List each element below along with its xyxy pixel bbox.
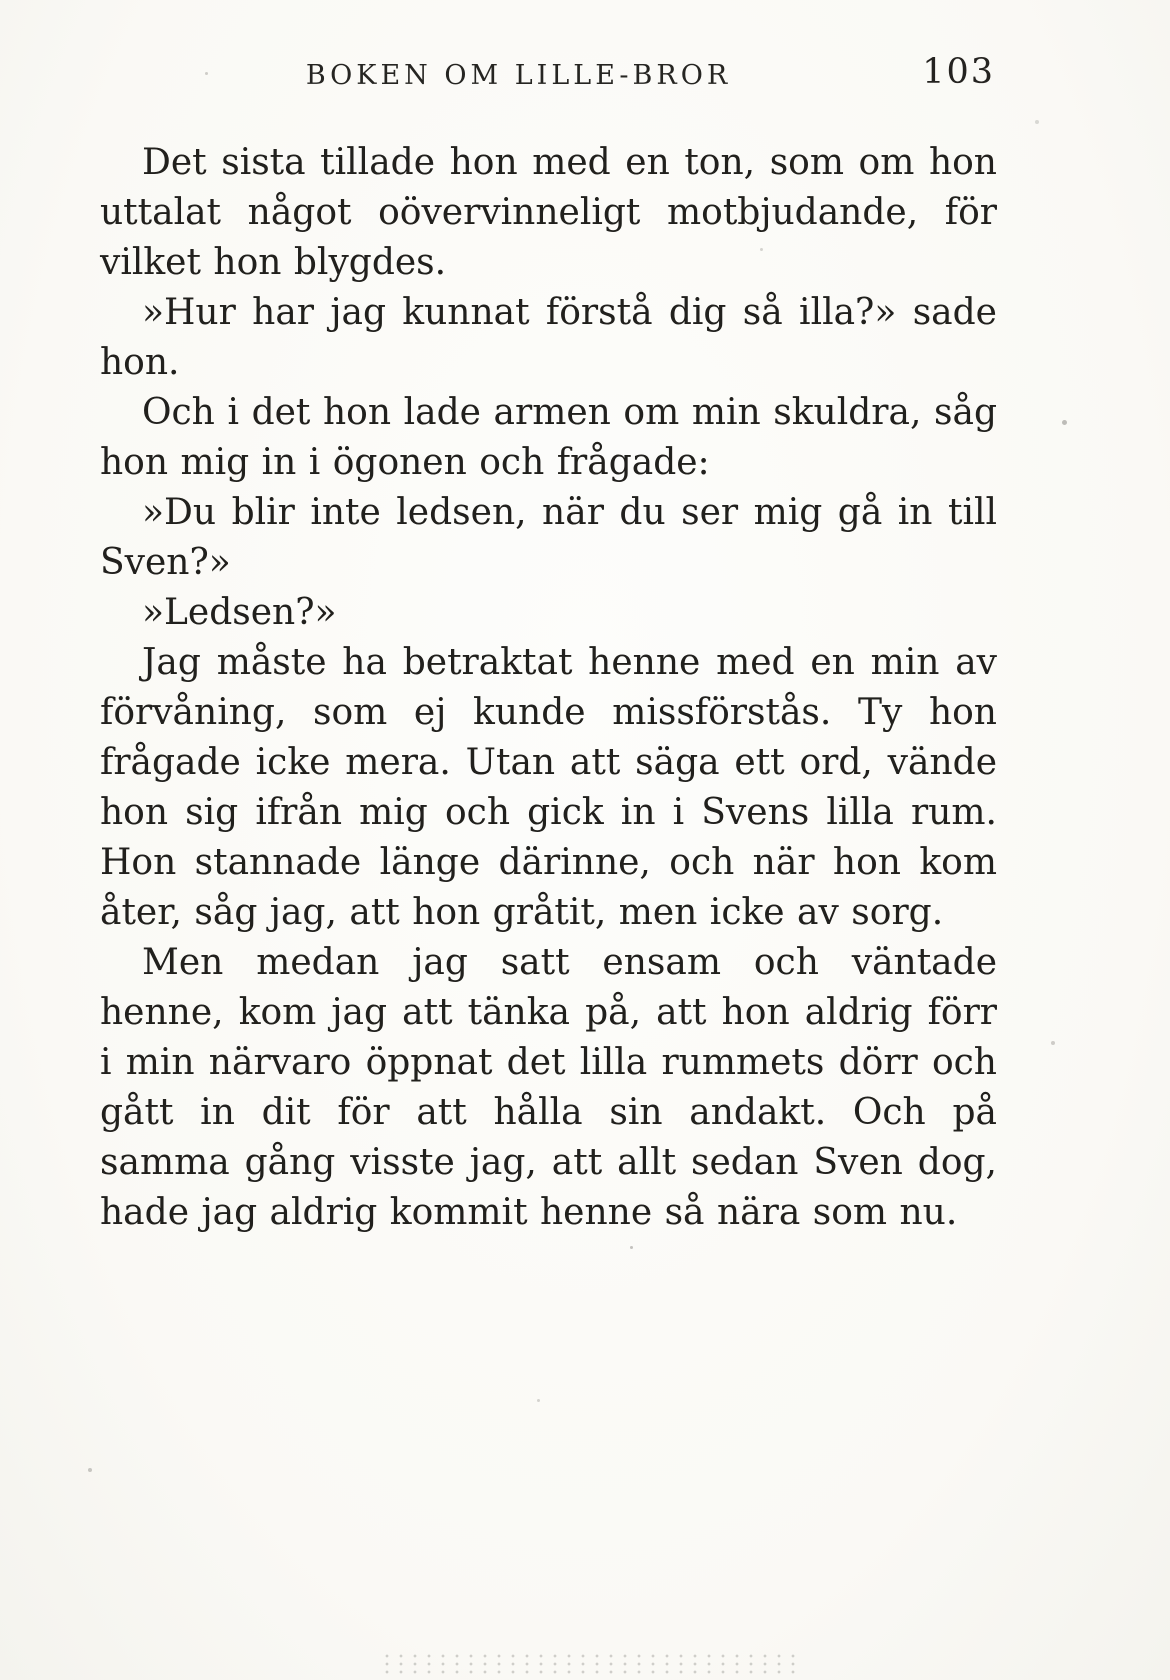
running-header-title: BOKEN OM LILLE-BROR [305, 60, 732, 91]
paragraph: »Hur har jag kunnat förstå dig så illa?» sade hon. [100, 292, 997, 383]
scan-speckle [88, 1468, 92, 1472]
paragraph: Jag måste ha betraktat henne med en min av förvåning, som ej kunde missförstås. Ty hon frågade icke mera. Utan att säga ett ord, vände hon sig ifrån mig och gick in i Svens lilla rum. Hon stannade länge därinne, och när hon kom åter, såg jag, att hon gråtit, men icke av sorg. [100, 642, 997, 933]
text-block [100, 138, 997, 1238]
paragraph: Men medan jag satt ensam och väntade henne, kom jag att tänka på, att hon aldrig förr i min närvaro öppnat det lilla rummets dörr och gått in dit för att hålla sin andakt. Och på samma gång visste jag, att allt sedan Sven dog, hade jag aldrig kommit henne så nära som nu. [100, 942, 997, 1233]
scan-speckle [1051, 1041, 1055, 1045]
scan-speckle [1062, 420, 1067, 425]
scan-speckle [205, 72, 208, 75]
paragraph: »Ledsen?» [142, 592, 337, 633]
page-content [100, 52, 997, 1238]
scan-speckle [537, 1399, 540, 1402]
page-number: 103 [922, 52, 995, 92]
running-header [100, 52, 997, 98]
scan-speckle [1035, 120, 1039, 124]
paragraph: Det sista tillade hon med en ton, som om hon uttalat något oövervinneligt motbjudande, för vilket hon blygdes. [100, 142, 997, 283]
paragraph: »Du blir inte ledsen, när du ser mig gå in till Sven?» [100, 492, 997, 583]
scan-speckle [760, 248, 763, 251]
scan-noise-band [380, 1652, 800, 1674]
paragraph: Och i det hon lade armen om min skuldra, såg hon mig in i ögonen och frågade: [100, 392, 997, 483]
scan-speckle [630, 1246, 633, 1249]
